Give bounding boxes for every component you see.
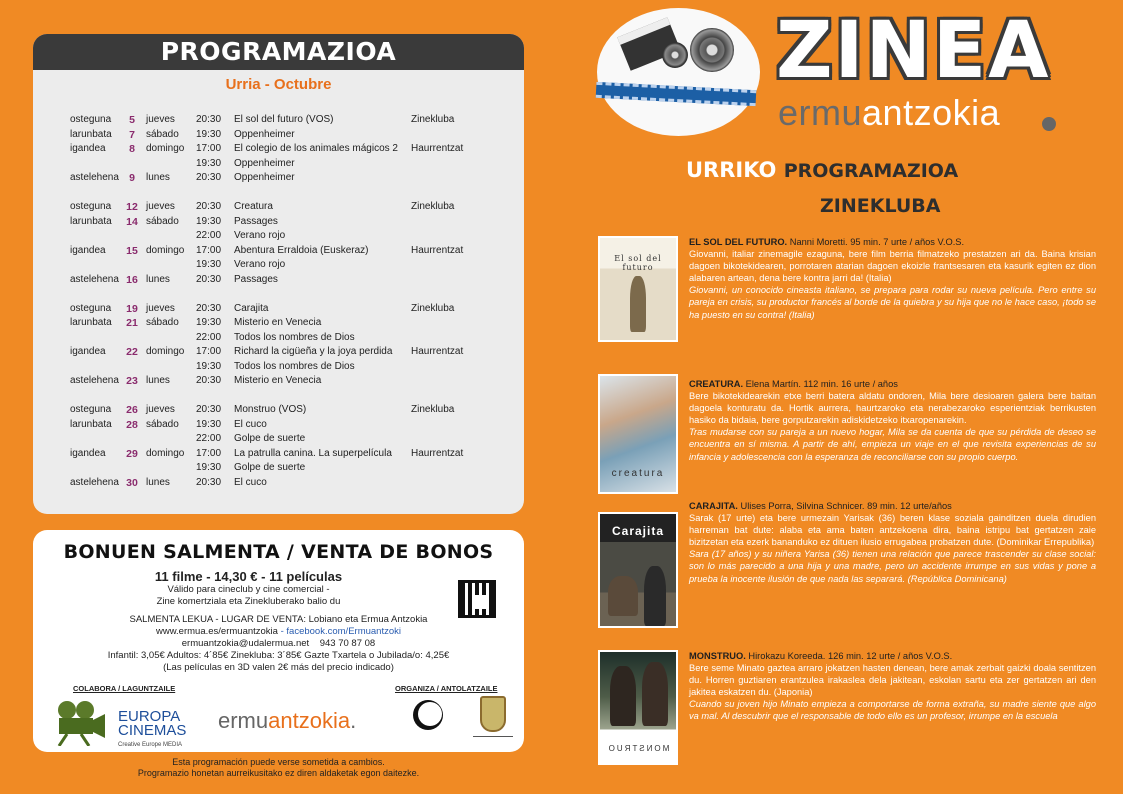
day-number: 29 xyxy=(126,447,138,460)
town-shield-icon xyxy=(480,696,506,732)
film-title: Golpe de suerte xyxy=(234,433,306,444)
showtime: 20:30 xyxy=(196,375,222,386)
day-es: lunes xyxy=(146,375,170,386)
film-title: El cuco xyxy=(234,418,267,430)
showtime: 17:00 xyxy=(196,346,222,357)
screening-type: Zinekluba xyxy=(411,201,455,212)
screening-type: Zinekluba xyxy=(411,114,455,125)
day-eu: igandea xyxy=(70,143,106,154)
day-es: lunes xyxy=(146,273,170,285)
bonos-prices: Infantil: 3,05€ Adultos: 4´85€ Zinekluba: 3´85€ Gazte Txartela o Jubilada/o: 4,25€ xyxy=(107,650,450,661)
brand-dot xyxy=(1042,117,1056,131)
film-head xyxy=(689,236,1096,248)
brand-sub-b: antzokia xyxy=(862,92,1001,133)
poster-figure xyxy=(644,566,666,626)
schedule-row xyxy=(33,200,524,215)
section-title-programazioa: PROGRAMAZIOA xyxy=(783,160,959,182)
bonos-prices-3d: (Las películas en 3D valen 2€ más del precio indicado) xyxy=(163,662,394,673)
day-eu: igandea xyxy=(70,346,106,357)
day-eu: osteguna xyxy=(70,404,112,415)
day-es: jueves xyxy=(146,201,175,212)
organiza-label: ORGANIZA / ANTOLATZAILE xyxy=(395,684,498,693)
showtime: 22:00 xyxy=(196,331,222,343)
schedule-row xyxy=(33,418,524,433)
showtime: 19:30 xyxy=(196,128,222,140)
day-es: domingo xyxy=(146,447,185,459)
bonos-price: 11 filme - 14,30 € - 11 películas xyxy=(154,569,343,584)
film-meta: Elena Martín. 112 min. 16 urte / años xyxy=(743,379,898,389)
day-eu: igandea xyxy=(70,244,106,256)
facebook-link[interactable]: facebook.com/Ermuantzoki xyxy=(286,626,401,637)
programme-panel xyxy=(33,34,524,514)
day-eu: larunbata xyxy=(70,215,112,227)
film-title: Misterio en Venecia xyxy=(234,375,322,386)
day-es: domingo xyxy=(146,143,185,154)
email-link[interactable]: ermuantzokia@udalermua.net xyxy=(181,638,310,649)
day-number: 7 xyxy=(129,128,135,141)
poster-figure xyxy=(642,662,668,726)
film-title: Verano rojo xyxy=(234,230,286,241)
day-es: lunes xyxy=(146,476,170,488)
showtime: 19:30 xyxy=(196,360,222,372)
poster-el-sol-del-futuro xyxy=(598,236,678,342)
programme-month: Urria - Octubre xyxy=(225,76,332,93)
film-head xyxy=(689,650,1096,662)
showtime: 20:30 xyxy=(196,172,222,183)
schedule-row xyxy=(33,447,524,462)
poster-caption: El sol del futuro xyxy=(614,254,662,272)
film-reel-icon xyxy=(690,28,734,72)
day-eu: astelehena xyxy=(70,172,119,183)
bonos-valid-es: Válido para cineclub y cine comercial - xyxy=(167,584,330,595)
day-eu: larunbata xyxy=(70,317,112,328)
film-title: MONSTRUO. xyxy=(689,651,746,661)
film-text xyxy=(689,236,1096,321)
schedule-row xyxy=(33,403,524,418)
film-title: Passages xyxy=(234,215,278,227)
schedule-row xyxy=(33,316,524,331)
film-title: Todos los nombres de Dios xyxy=(234,331,355,343)
ermuantzokia-logo: ermuantzokia. xyxy=(218,708,357,733)
sponsor-logos xyxy=(33,692,524,750)
film-title: El colegio de los animales mágicos 2 xyxy=(234,143,398,154)
day-eu: larunbata xyxy=(70,418,112,430)
group-spacer xyxy=(33,287,524,302)
film-title: Verano rojo xyxy=(234,259,286,270)
day-es: domingo xyxy=(146,346,185,357)
film-text xyxy=(689,650,1096,723)
schedule-row xyxy=(33,128,524,143)
poster-figure xyxy=(630,276,646,332)
schedule-row xyxy=(33,345,524,360)
disclaimer xyxy=(33,757,524,779)
brand-title: ZINEA xyxy=(776,6,1051,96)
showtime: 19:30 xyxy=(196,259,222,270)
film-synopsis-es: Sara (17 años) y su niñera Yarisa (36) tienen una relación que parece trascender su clase social: son lo más parecido a una hija y una madre, pero un accidente irrumpe en sus vidas y pone a prueba la inocente ilusión de que nada las separará. (República Dominicana) xyxy=(689,549,1096,584)
bonos-email-line xyxy=(33,638,524,650)
brand-subtitle xyxy=(778,92,1000,134)
schedule-row xyxy=(33,142,524,157)
day-es: sábado xyxy=(146,418,179,430)
disclaimer-eu: Programazio honetan aurreikusitako ez diren aldaketak egon daitezke. xyxy=(137,768,420,778)
screening-type: Haurrentzat xyxy=(411,244,464,256)
day-es: sábado xyxy=(146,317,179,328)
day-es: sábado xyxy=(146,215,179,227)
bonos-panel xyxy=(33,530,524,752)
day-number: 12 xyxy=(126,201,138,213)
film-head xyxy=(689,500,1096,512)
showtime: 19:30 xyxy=(196,462,222,473)
poster-caption: MONSTRUO xyxy=(606,744,670,753)
film-meta: Nanni Moretti. 95 min. 7 urte / años V.O.S. xyxy=(787,237,965,247)
screening-type: Haurrentzat xyxy=(411,143,464,154)
film-title: Passages xyxy=(234,273,278,285)
schedule-row xyxy=(33,244,524,259)
showtime: 22:00 xyxy=(196,230,222,241)
day-es: sábado xyxy=(146,128,179,140)
day-eu: larunbata xyxy=(70,128,112,140)
day-number: 22 xyxy=(126,346,138,358)
film-meta: Ulises Porra, Silvina Schnicer. 89 min. 12 urte/años xyxy=(737,501,952,511)
schedule-row xyxy=(33,258,524,273)
poster-caption: creatura xyxy=(611,468,665,479)
film-title: El cuco xyxy=(234,476,267,488)
day-number: 16 xyxy=(126,273,138,286)
disclaimer-es: Esta programación puede verse sometida a cambios. xyxy=(172,757,385,767)
film-title: Monstruo (VOS) xyxy=(234,404,307,415)
schedule-row xyxy=(33,302,524,317)
showtime: 20:30 xyxy=(196,476,222,488)
day-number: 26 xyxy=(126,404,138,416)
group-spacer xyxy=(33,389,524,404)
film-reel-small-icon xyxy=(662,42,688,68)
bonos-title: BONUEN SALMENTA / VENTA DE BONOS xyxy=(63,541,494,563)
day-number: 9 xyxy=(129,172,135,184)
day-es: domingo xyxy=(146,244,185,256)
day-es: jueves xyxy=(146,114,175,125)
web-separator: - xyxy=(277,626,287,637)
film-synopsis-es: Cuando su joven hijo Minato empieza a comportarse de forma extraña, su madre siente que algo va mal. Al descubrir que el responsable de todo ello es un profesor, irrumpe en la escuela xyxy=(689,699,1096,722)
day-number: 21 xyxy=(126,317,138,329)
film-synopsis-es: Tras mudarse con su pareja a un nuevo hogar, Mila se da cuenta de que su pérdida de deseo se encuentra en sí misma. A partir de ahí, empieza un viaje en el que revisita experiencias de su infancia y adolescencia con la esperanza de reconciliarse con su propio cuerpo. xyxy=(689,427,1096,462)
day-es: jueves xyxy=(146,302,175,314)
poster-figure xyxy=(610,666,636,726)
day-eu: osteguna xyxy=(70,302,112,314)
day-eu: astelehena xyxy=(70,476,119,488)
poster-monstruo xyxy=(598,650,678,765)
europa-cinemas-logo xyxy=(118,710,188,752)
day-number: 28 xyxy=(126,418,138,431)
film-synopsis-eu: Giovanni, italiar zinemagile ezaguna, bere film berria filmatzeko prestatzen ari da. Baina krisian dagoen bikotekidearen, porrotaren atarian dagoen ekoizle frantsesaren eta kasurik egiten ez dion alabaren artean, dena bere kontra jarri da! (Italia) xyxy=(689,249,1096,284)
schedule-row xyxy=(33,331,524,346)
europa-cinemas-text: EUROPA CINEMAS xyxy=(118,708,187,739)
ermu-logo-a: ermu xyxy=(218,708,269,733)
section-title-urriko: URRIKO xyxy=(686,158,777,182)
poster-carajita xyxy=(598,512,678,628)
shield-caption-line xyxy=(473,736,513,740)
logo-circle xyxy=(597,8,760,136)
qr-code-icon[interactable] xyxy=(458,580,496,618)
film-text xyxy=(689,378,1096,463)
screening-type: Zinekluba xyxy=(411,404,455,415)
movie-camera-logo-icon xyxy=(47,698,109,746)
brand-sub-a: ermu xyxy=(778,92,863,133)
ermu-logo-b: antzokia xyxy=(268,708,351,733)
day-number: 14 xyxy=(126,215,138,228)
day-eu: igandea xyxy=(70,447,106,459)
showtime: 19:30 xyxy=(196,317,222,328)
poster-figure xyxy=(608,576,638,616)
day-number: 23 xyxy=(126,375,138,387)
showtime: 20:30 xyxy=(196,201,222,212)
day-eu: astelehena xyxy=(70,273,119,285)
day-eu: osteguna xyxy=(70,114,112,125)
schedule-row xyxy=(33,113,524,128)
film-head xyxy=(689,378,1096,390)
day-eu: osteguna xyxy=(70,201,112,212)
day-es: lunes xyxy=(146,172,170,183)
screening-type: Haurrentzat xyxy=(411,346,464,357)
schedule-row xyxy=(33,215,524,230)
day-number: 30 xyxy=(126,476,138,489)
schedule-row xyxy=(33,273,524,288)
film-title: Abentura Erraldoia (Euskeraz) xyxy=(234,244,369,256)
schedule-row xyxy=(33,461,524,476)
film-title: Carajita xyxy=(234,302,269,314)
showtime: 17:00 xyxy=(196,244,222,256)
film-title: Richard la cigüeña y la joya perdida xyxy=(234,346,393,357)
showtime: 20:30 xyxy=(196,114,222,125)
film-synopsis-eu: Sarak (17 urte) eta bere urmezain Yarisak (36) beren klase soziala gainditzen duela dirudien harreman bat dute: alaba eta ama baten antzekoena dira, baina istripu bat gertatzen zaie bizitzetan eta ezerk bananduko ez dituen ilusio errugabea probatzen dute. (Dominikar Errepublika) xyxy=(689,513,1096,548)
film-title: CARAJITA. xyxy=(689,501,738,511)
group-spacer xyxy=(33,186,524,201)
film-title: EL SOL DEL FUTURO. xyxy=(689,237,788,247)
schedule-row xyxy=(33,171,524,186)
showtime: 19:30 xyxy=(196,157,222,169)
phone-number: 943 70 87 08 xyxy=(319,638,376,649)
showtime: 22:00 xyxy=(196,433,222,444)
day-eu: astelehena xyxy=(70,375,119,386)
film-title: Todos los nombres de Dios xyxy=(234,360,355,372)
screening-type: Zinekluba xyxy=(411,302,455,314)
poster-creatura xyxy=(598,374,678,494)
showtime: 20:30 xyxy=(196,273,222,285)
day-number: 15 xyxy=(126,244,138,257)
europa-cinemas-sub: Creative Europe MEDIA xyxy=(118,742,183,748)
schedule-row xyxy=(33,229,524,244)
showtime: 20:30 xyxy=(196,404,222,415)
showtime: 17:00 xyxy=(196,447,222,459)
website-link[interactable]: www.ermua.es/ermuantzokia xyxy=(155,626,278,637)
showtime: 20:30 xyxy=(196,302,222,314)
day-number: 8 xyxy=(129,143,135,155)
bonos-valid-eu: Zine komertziala eta Zinekluberako balio du xyxy=(156,596,341,607)
film-title: Oppenheimer xyxy=(234,157,295,169)
film-synopsis-eu: Bere bikotekidearekin etxe berri batera aldatu ondoren, Mila bere desioaren galera bere baitan dagoela konturatu da. Hortik aurrera, haurtzaroko eta nerabezaroko esperientziak berrikusten hasiko da bidaia, bere gorputzarekin adiskidetzeko itxaropenarekin. xyxy=(689,391,1096,426)
film-meta: Hirokazu Koreeda. 126 min. 12 urte / años V.O.S. xyxy=(745,651,953,661)
schedule-row xyxy=(33,374,524,389)
day-number: 19 xyxy=(126,302,138,315)
screening-type: Haurrentzat xyxy=(411,447,464,459)
poster-caption: Carajita xyxy=(611,524,665,538)
section-title xyxy=(686,158,958,182)
day-number: 5 xyxy=(129,114,135,126)
programme-table xyxy=(33,113,524,490)
film-title: Misterio en Venecia xyxy=(234,317,322,328)
showtime: 17:00 xyxy=(196,143,222,154)
schedule-row xyxy=(33,157,524,172)
film-title: Golpe de suerte xyxy=(234,462,306,473)
day-es: jueves xyxy=(146,404,175,415)
programme-title: PROGRAMAZIOA xyxy=(33,34,524,70)
schedule-row xyxy=(33,476,524,491)
film-title: CREATURA. xyxy=(689,379,744,389)
schedule-row xyxy=(33,360,524,375)
showtime: 19:30 xyxy=(196,215,222,227)
moon-logo-icon xyxy=(413,700,443,730)
film-text xyxy=(689,500,1096,585)
film-title: Oppenheimer xyxy=(234,172,295,183)
film-title: La patrulla canina. La superpelícula xyxy=(234,447,392,459)
film-synopsis-eu: Bere seme Minato gaztea arraro jokatzen hasten denean, bere amak zerbait gaizki doala sentitzen du. Horren guztiaren erantzulea irakaslea dela jakitean, eskolan sartu eta zer gertatzen ari den jakitea eskatzen du. (Japonia) xyxy=(689,663,1096,698)
bonos-web-line xyxy=(33,626,524,638)
film-title: El sol del futuro (VOS) xyxy=(234,114,334,125)
film-synopsis-es: Giovanni, un conocido cineasta italiano, se prepara para rodar su nueva película. Pero entre su pareja en crisis, su productor francés al borde de la quiebra y su hija que no le hace caso, ¡todo se ha puesto en su contra! (Italia) xyxy=(689,285,1096,320)
showtime: 19:30 xyxy=(196,418,222,430)
zinekluba-heading: ZINEKLUBA xyxy=(820,195,941,217)
schedule-row xyxy=(33,432,524,447)
film-title: Oppenheimer xyxy=(234,128,295,140)
film-title: Creatura xyxy=(234,201,273,212)
bonos-venue: SALMENTA LEKUA - LUGAR DE VENTA: Lobiano eta Ermua Antzokia xyxy=(129,614,428,625)
collab-label: COLABORA / LAGUNTZAILE xyxy=(73,684,176,693)
